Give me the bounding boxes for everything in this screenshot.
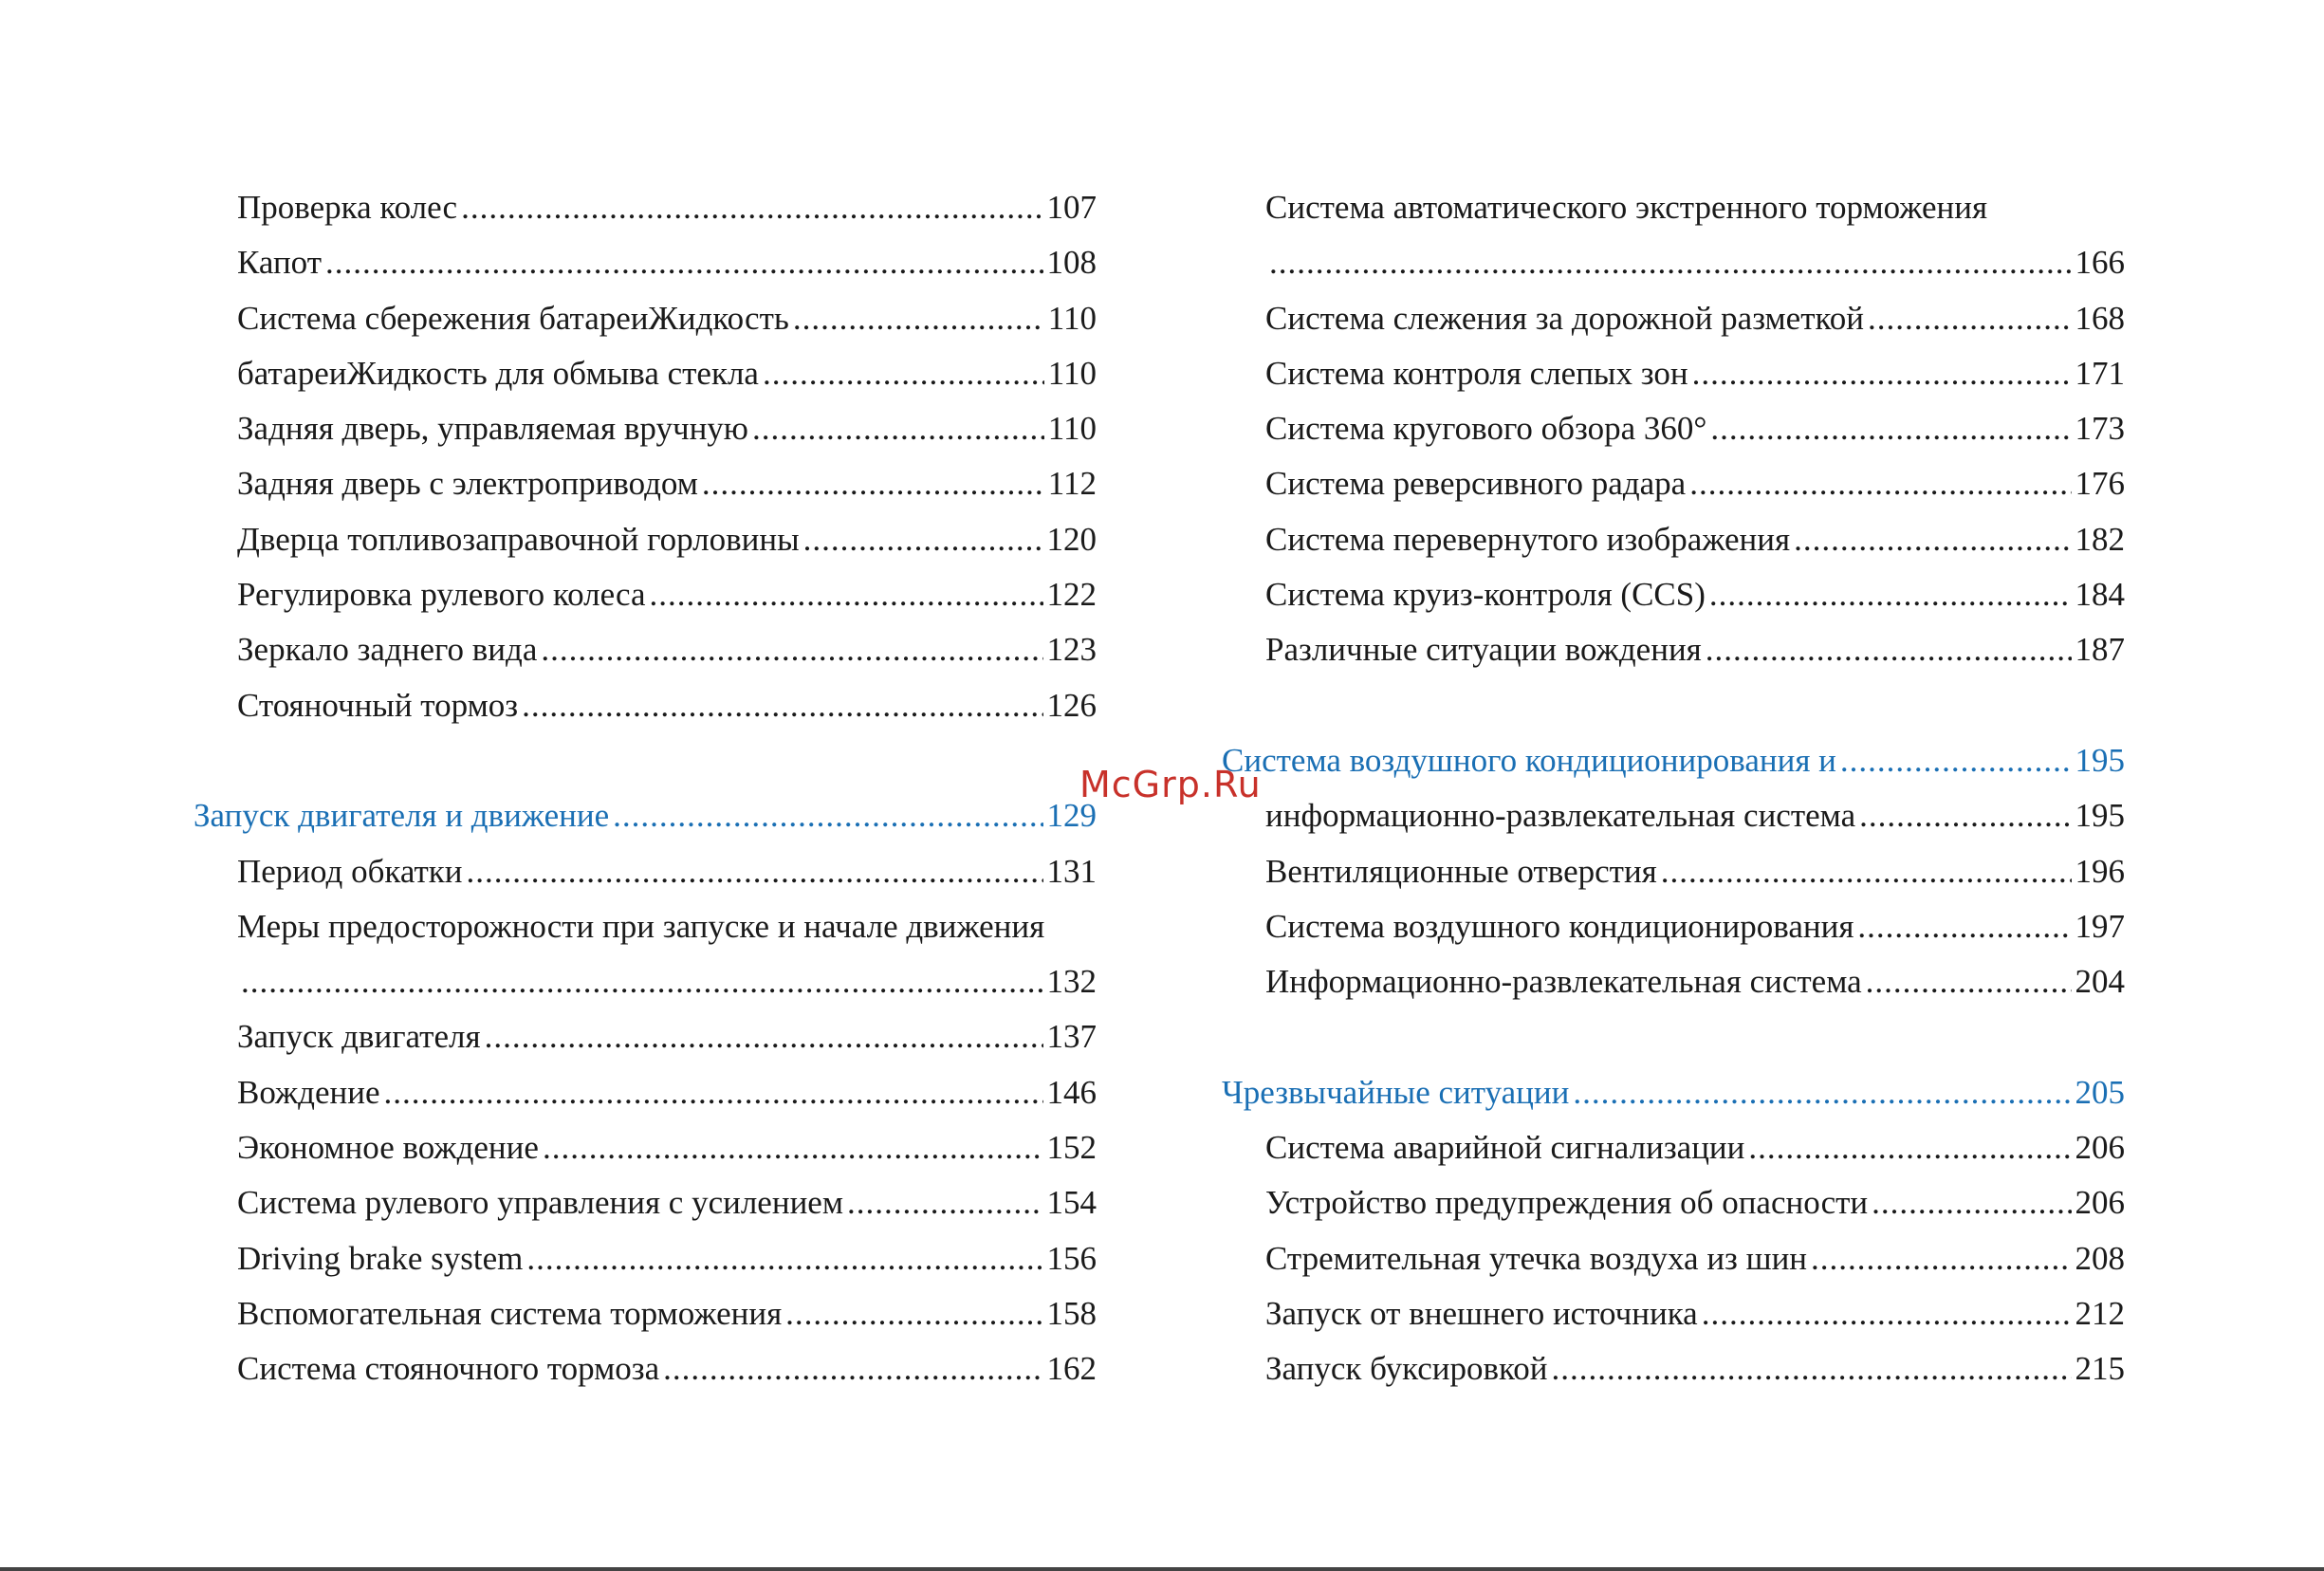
toc-page-number: 112: [1047, 465, 1097, 503]
toc-page-number: 184: [2075, 576, 2125, 614]
toc-page-number: 146: [1046, 1073, 1097, 1111]
toc-page-number: 215: [2075, 1350, 2125, 1388]
dot-leader: [785, 1286, 1042, 1341]
toc-entry-label: Проверка колес: [237, 189, 458, 226]
toc-page-number: 171: [2075, 354, 2125, 392]
dot-leader: [1702, 1286, 2072, 1341]
dot-leader: [1269, 235, 2072, 290]
dot-leader: [702, 456, 1044, 511]
toc-entry-label: Система сбережения батареиЖидкость: [237, 299, 789, 337]
toc-entry-label: Информационно-развлекательная система: [1265, 963, 1862, 1001]
toc-entry-label: Запуск буксировкой: [1265, 1350, 1548, 1388]
toc-entry[interactable]: [194, 1009, 1097, 1064]
toc-entry[interactable]: [194, 1286, 1097, 1341]
toc-page-number: 195: [2075, 797, 2125, 835]
toc-page-number: 110: [1047, 354, 1097, 392]
toc-entry[interactable]: [194, 678, 1097, 733]
toc-page-number: 132: [1046, 963, 1097, 1001]
toc-entry-label: Система стояночного тормоза: [237, 1350, 660, 1388]
toc-entry-label: Устройство предупреждения об опасности: [1265, 1184, 1869, 1222]
toc-entry-label: Система круиз-контроля (CCS): [1265, 576, 1706, 614]
toc-page-number: 137: [1046, 1018, 1097, 1056]
toc-entry[interactable]: [1222, 899, 2125, 954]
toc-entry[interactable]: [194, 235, 1097, 290]
toc-entry[interactable]: [1222, 1231, 2125, 1286]
toc-page-number: 166: [2075, 244, 2125, 282]
toc-entry[interactable]: [1222, 1175, 2125, 1230]
toc-entry-label: Регулировка рулевого колеса: [237, 576, 646, 614]
dot-leader: [1689, 456, 2071, 511]
toc-entry-label: Система перевернутого изображения: [1265, 520, 1791, 558]
toc-page-number: 196: [2075, 852, 2125, 890]
toc-page-number: 123: [1046, 631, 1097, 669]
toc-entry-label: Система рулевого управления с усилением: [237, 1184, 843, 1222]
dot-leader: [1551, 1341, 2071, 1396]
toc-page-number: 158: [1046, 1294, 1097, 1332]
toc-entry-label: Driving brake system: [237, 1239, 524, 1277]
toc-entry[interactable]: [1222, 235, 2125, 290]
toc-entry[interactable]: [1222, 788, 2125, 843]
toc-entry-label: Система воздушного кондиционирования и: [1222, 741, 1836, 779]
dot-leader: [650, 567, 1043, 622]
toc-entry-label: Задняя дверь с электроприводом: [237, 465, 698, 503]
toc-entry[interactable]: [1222, 844, 2125, 899]
dot-leader: [461, 180, 1042, 235]
toc-entry[interactable]: [1222, 622, 2125, 677]
toc-entry-label: Чрезвычайные ситуации: [1222, 1073, 1570, 1111]
toc-page-number: 197: [2075, 907, 2125, 945]
toc-section-heading[interactable]: [1222, 1065, 2125, 1120]
toc-section-heading[interactable]: [1222, 733, 2125, 788]
dot-leader: [1840, 733, 2072, 788]
toc-entry-label: батареиЖидкость для обмыва стекла: [237, 354, 759, 392]
toc-entry[interactable]: [194, 1341, 1097, 1396]
toc-entry-label: Система автоматического экстренного торможения: [1265, 189, 1988, 226]
dot-leader: [241, 954, 1043, 1009]
toc-page-number: 110: [1047, 410, 1097, 448]
watermark: McGrp.Ru: [1079, 764, 1262, 805]
toc-entry[interactable]: [194, 401, 1097, 456]
toc-left-column: [194, 180, 1097, 1397]
toc-page-number: 212: [2075, 1294, 2125, 1332]
toc-page-number: 182: [2075, 520, 2125, 558]
toc-page-number: 129: [1046, 797, 1097, 835]
toc-entry[interactable]: [1222, 954, 2125, 1009]
toc-entry[interactable]: [194, 1065, 1097, 1120]
toc-entry[interactable]: [194, 622, 1097, 677]
dot-leader: [325, 235, 1042, 290]
dot-leader: [1661, 844, 2072, 899]
toc-page-number: 173: [2075, 410, 2125, 448]
toc-page-number: 168: [2075, 299, 2125, 337]
toc-entry[interactable]: [194, 567, 1097, 622]
toc-entry[interactable]: [1222, 567, 2125, 622]
toc-page-number: 154: [1046, 1184, 1097, 1222]
toc-entry[interactable]: [194, 1231, 1097, 1286]
dot-leader: [763, 346, 1044, 401]
dot-leader: [1573, 1065, 2071, 1120]
toc-entry-label: информационно-развлекательная система: [1265, 797, 1856, 835]
toc-entry[interactable]: [1222, 401, 2125, 456]
toc-entry-label: Система аварийной сигнализации: [1265, 1129, 1745, 1167]
dot-leader: [467, 844, 1043, 899]
toc-entry[interactable]: [1222, 291, 2125, 346]
dot-leader: [847, 1175, 1043, 1230]
dot-leader: [663, 1341, 1042, 1396]
dot-leader: [1872, 1175, 2071, 1230]
toc-page-number: 195: [2075, 741, 2125, 779]
toc-entry-label: Система контроля слепых зон: [1265, 354, 1688, 392]
toc-entry[interactable]: [1222, 1120, 2125, 1175]
dot-leader: [803, 512, 1043, 567]
dot-leader: [1692, 346, 2072, 401]
toc-page-number: 205: [2075, 1073, 2125, 1111]
toc-page-number: 156: [1046, 1239, 1097, 1277]
toc-entry-label: Запуск от внешнего источника: [1265, 1294, 1698, 1332]
toc-entry-label: Вентиляционные отверстия: [1265, 852, 1657, 890]
section-gap: [1222, 1009, 2125, 1064]
toc-entry[interactable]: [194, 844, 1097, 899]
toc-page-number: 187: [2075, 631, 2125, 669]
toc-entry[interactable]: [1222, 1341, 2125, 1396]
toc-entry[interactable]: [1222, 456, 2125, 511]
toc-page-number: 107: [1046, 189, 1097, 226]
toc-page-number: 122: [1046, 576, 1097, 614]
toc-entry[interactable]: [194, 954, 1097, 1009]
toc-entry[interactable]: [194, 512, 1097, 567]
toc-entry-label: Вспомогательная система торможения: [237, 1294, 783, 1332]
toc-page-number: 206: [2075, 1129, 2125, 1167]
dot-leader: [1811, 1231, 2071, 1286]
toc-entry-label: Система кругового обзора 360°: [1265, 410, 1707, 448]
toc-entry-label: Система реверсивного радара: [1265, 465, 1687, 503]
toc-right-column: [1222, 180, 2125, 1397]
dot-leader: [793, 291, 1044, 346]
toc-page-number: 152: [1046, 1129, 1097, 1167]
toc-page-number: 204: [2075, 963, 2125, 1001]
toc-entry[interactable]: [194, 1175, 1097, 1230]
dot-leader: [1859, 788, 2071, 843]
dot-leader: [485, 1009, 1043, 1064]
toc-section-heading[interactable]: [194, 788, 1097, 843]
dot-leader: [1748, 1120, 2071, 1175]
toc-page-number: 176: [2075, 465, 2125, 503]
toc-page-number: 110: [1047, 299, 1097, 337]
toc-entry-label: Зеркало заднего вида: [237, 631, 538, 669]
toc-page-number: 162: [1046, 1350, 1097, 1388]
toc-entry-label: Меры предосторожности при запуске и начале движения: [237, 907, 1045, 945]
toc-entry-label: Стремительная утечка воздуха из шин: [1265, 1239, 1808, 1277]
toc-entry[interactable]: [194, 899, 1097, 954]
toc-entry[interactable]: [194, 456, 1097, 511]
dot-leader: [1794, 512, 2071, 567]
toc-entry-label: Задняя дверь, управляемая вручную: [237, 410, 748, 448]
toc-entry-label: Капот: [237, 244, 323, 282]
dot-leader: [1710, 401, 2071, 456]
dot-leader: [384, 1065, 1043, 1120]
toc-page-number: 108: [1046, 244, 1097, 282]
toc-entry[interactable]: [194, 1120, 1097, 1175]
toc-entry-label: Различные ситуации вождения: [1265, 631, 1702, 669]
toc-entry[interactable]: [1222, 180, 2125, 235]
toc-entry[interactable]: [194, 291, 1097, 346]
toc-entry[interactable]: [194, 180, 1097, 235]
dot-leader: [613, 788, 1042, 843]
toc-page-number: 131: [1046, 852, 1097, 890]
dot-leader: [526, 1231, 1042, 1286]
dot-leader: [1706, 622, 2072, 677]
toc-entry-label: Вождение: [237, 1073, 380, 1111]
section-gap: [1222, 678, 2125, 733]
toc-entry-label: Период обкатки: [237, 852, 463, 890]
toc-entry[interactable]: [1222, 512, 2125, 567]
toc-page-number: 206: [2075, 1184, 2125, 1222]
toc-entry-label: Запуск двигателя: [237, 1018, 481, 1056]
section-gap: [194, 733, 1097, 788]
toc-page-number: 120: [1046, 520, 1097, 558]
toc-entry[interactable]: [1222, 1286, 2125, 1341]
dot-leader: [1868, 291, 2072, 346]
toc-entry[interactable]: [1222, 346, 2125, 401]
dot-leader: [1709, 567, 2072, 622]
toc-entry-label: Система воздушного кондиционирования: [1265, 907, 1854, 945]
dot-leader: [541, 622, 1042, 677]
toc-page-number: 208: [2075, 1239, 2125, 1277]
dot-leader: [543, 1120, 1043, 1175]
dot-leader: [752, 401, 1044, 456]
toc-page-number: 126: [1046, 686, 1097, 724]
toc-entry-label: Дверца топливозаправочной горловины: [237, 520, 800, 558]
toc-entry-label: Система слежения за дорожной разметкой: [1265, 299, 1864, 337]
dot-leader: [522, 678, 1042, 733]
toc-entry-label: Экономное вождение: [237, 1129, 539, 1167]
bottom-rule: [0, 1567, 2324, 1571]
toc-entry-label: Запуск двигателя и движение: [194, 797, 610, 835]
toc-entry-label: Стояночный тормоз: [237, 686, 519, 724]
dot-leader: [1857, 899, 2071, 954]
toc-entry[interactable]: [194, 346, 1097, 401]
dot-leader: [1866, 954, 2072, 1009]
